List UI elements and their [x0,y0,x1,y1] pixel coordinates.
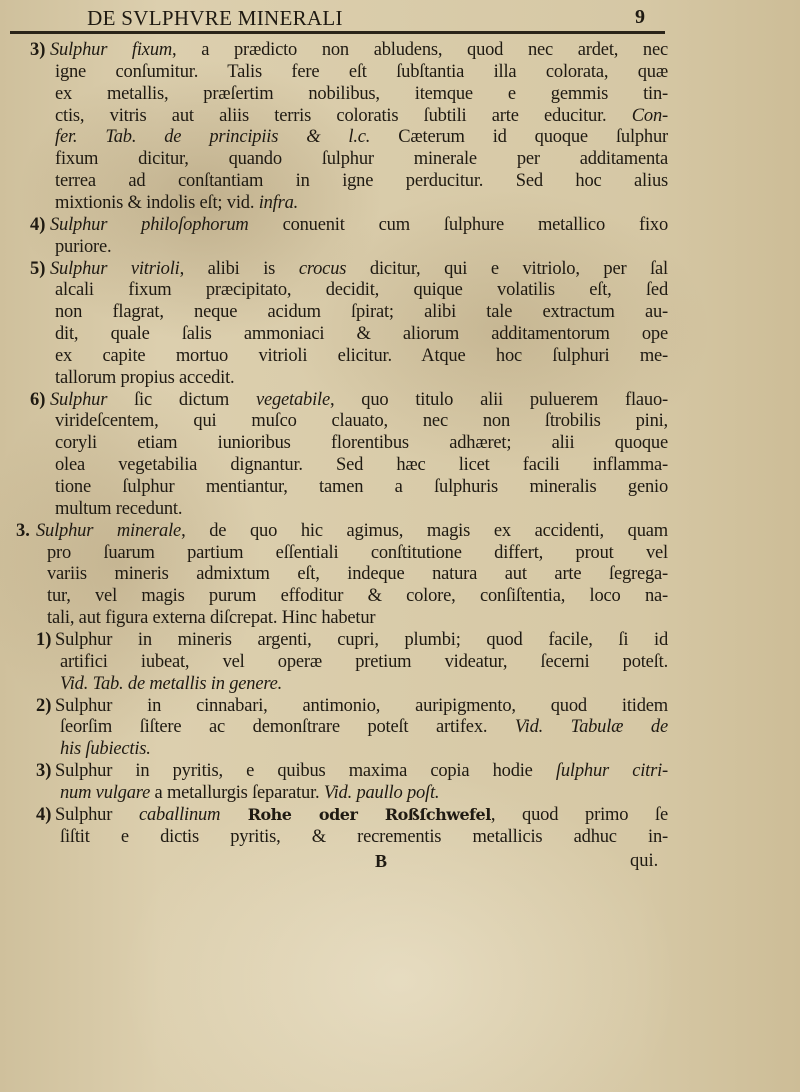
text-line [55,432,668,454]
text-line [55,236,668,258]
text-run: Sulphur in pyritis, e quibus maxima copia hodie [55,761,556,781]
italic-text: Sulphur minerale [36,521,182,541]
text-run: dicitur, qui e vitriolo, per ſal [346,259,668,279]
text-run: multum recedunt. [55,499,183,519]
text-line [60,738,668,760]
text-run: mixtionis & indolis eſt; vid. [55,193,259,213]
text-line [55,760,668,782]
text-run: ex metallis, præſertim nobilibus, itemque e gemmis tin- [55,84,668,104]
italic-text: Sulphur philoſophorum [50,215,249,235]
text-line [55,148,668,170]
text-line [47,585,668,607]
text-run: , alibi is [179,259,299,279]
catchword: qui. [630,851,659,871]
text-line [55,410,668,432]
item-number: 4) [30,215,46,235]
text-line [47,563,668,585]
italic-text: Vid. paullo poſt. [323,783,440,803]
text-run: ex capite mortuo vitrioli elicitur. Atque hoc ſulphuri me- [55,346,668,366]
italic-text: Sulphur vitrioli [50,259,180,279]
text-line [55,695,668,717]
text-run: artifici iubeat, vel operæ pretium videatur, ſecerni poteſt. [60,652,668,672]
item-number: 5) [30,259,46,279]
text-run: Sulphur in cinnabari, antimonio, auripigmento, quod itidem [55,696,668,716]
italic-text: his ſubiectis. [60,739,151,759]
blackletter-text: Rohe oder Roßſchwefel [220,805,491,824]
text-line [47,542,668,564]
italic-text: fer. Tab. de principiis & l.c. [55,127,371,147]
text-line [55,301,668,323]
italic-text: Sulphur [50,390,108,410]
text-run: olea vegetabilia dignantur. Sed hæc licet facili inflamma- [55,455,668,475]
text-line [47,607,668,629]
item-number: 3. [16,521,30,541]
italic-text: caballinum [139,805,221,825]
text-line [60,826,668,848]
text-run: tallorum propius accedit. [55,368,235,388]
item-number: 6) [30,390,46,410]
italic-text: Vid. Tab. de metallis in genere. [60,674,283,694]
text-line [55,367,668,389]
text-run: tione ſulphur mentiantur, tamen a ſulphuris mineralis genio [55,477,668,497]
text-run: Cæterum id quoque ſulphur [370,127,668,147]
text-line [55,498,668,520]
text-run: Sulphur in mineris argenti, cupri, plumbi; quod facile, ſi id [55,630,668,650]
text-line [60,716,668,738]
text-line [55,105,668,127]
item-number: 3) [36,761,52,781]
running-head: DE SVLPHVRE MINERALI [87,6,343,30]
text-line [55,454,668,476]
text-line [60,782,668,804]
text-run: virideſcentem, qui muſco clauato, nec non ſtrobilis pini, [55,411,668,431]
italic-text: Sulphur fixum [50,40,173,60]
text-run: terrea ad conſtantiam in igne perducitur. Sed hoc alius [55,171,668,191]
text-line [55,345,668,367]
text-run: conuenit cum ſulphure metallico fixo [248,215,668,235]
italic-text: num vulgare [60,783,151,803]
header-rule [10,31,665,34]
text-run: Sulphur [55,805,139,825]
text-line [55,804,668,826]
item-number: 2) [36,696,52,716]
page-number: 9 [635,6,645,28]
italic-text: vegetabile [255,390,330,410]
text-line [55,61,668,83]
text-line [50,258,668,280]
item-number: 4) [36,805,52,825]
text-run: ſic dictum [107,390,256,410]
text-run: igne conſumitur. Talis fere eſt ſubſtantia illa colorata, quæ [55,62,668,82]
text-line [55,279,668,301]
signature-mark: B [375,851,388,871]
text-run: , de quo hic agimus, magis ex accidenti, quam [181,521,668,541]
text-run: ctis, vitris aut aliis terris coloratis ſubtili arte educitur. [55,106,632,126]
text-run: tur, vel magis purum effoditur & colore, conſiſtentia, loco na- [47,586,668,606]
text-line [55,126,668,148]
text-line [55,323,668,345]
text-line [55,192,668,214]
item-number: 1) [36,630,52,650]
text-run: fixum dicitur, quando ſulphur minerale per additamenta [55,149,668,169]
italic-text: Con- [631,106,668,126]
text-line [50,214,668,236]
italic-text: crocus [298,259,347,279]
text-run: coryli etiam iunioribus florentibus adhæret; alii quoque [55,433,668,453]
text-run: , quo titulo alii puluerem flauo- [329,390,668,410]
text-run: , quod primo ſe [490,805,669,825]
text-line [60,651,668,673]
italic-text: infra. [258,193,299,213]
text-line [50,389,668,411]
text-line [55,629,668,651]
text-line [36,520,668,542]
text-line [60,673,668,695]
text-run: ſeorſim ſiſtere ac demonſtrare poteſt artifex. [60,717,515,737]
text-run: pro ſuarum partium eſſentiali conſtitutione differt, prout vel [47,543,668,563]
text-run: non flagrat, neque acidum ſpirat; alibi tale extractum au- [55,302,668,322]
text-run: a metallurgis ſeparatur. [150,783,324,803]
text-run: , a prædicto non abludens, quod nec ardet, nec [172,40,668,60]
text-line [55,170,668,192]
text-run: alcali fixum præcipitato, decidit, quique volatilis eſt, ſed [55,280,668,300]
text-run: dit, quale ſalis ammoniaci & aliorum additamentorum ope [55,324,668,344]
text-line [55,83,668,105]
italic-text: ſulphur citri- [555,761,669,781]
text-line [55,476,668,498]
text-run: tali, aut figura externa diſcrepat. Hinc habetur [47,608,376,628]
text-run: ſiſtit e dictis pyritis, & recrementis metallicis adhuc in- [60,827,668,847]
text-run: puriore. [55,237,112,257]
text-line [50,39,668,61]
text-run: variis mineris admixtum eſt, indeque natura aut arte ſegrega- [47,564,668,584]
item-number: 3) [30,40,46,60]
italic-text: Vid. Tabulæ de [514,717,668,737]
